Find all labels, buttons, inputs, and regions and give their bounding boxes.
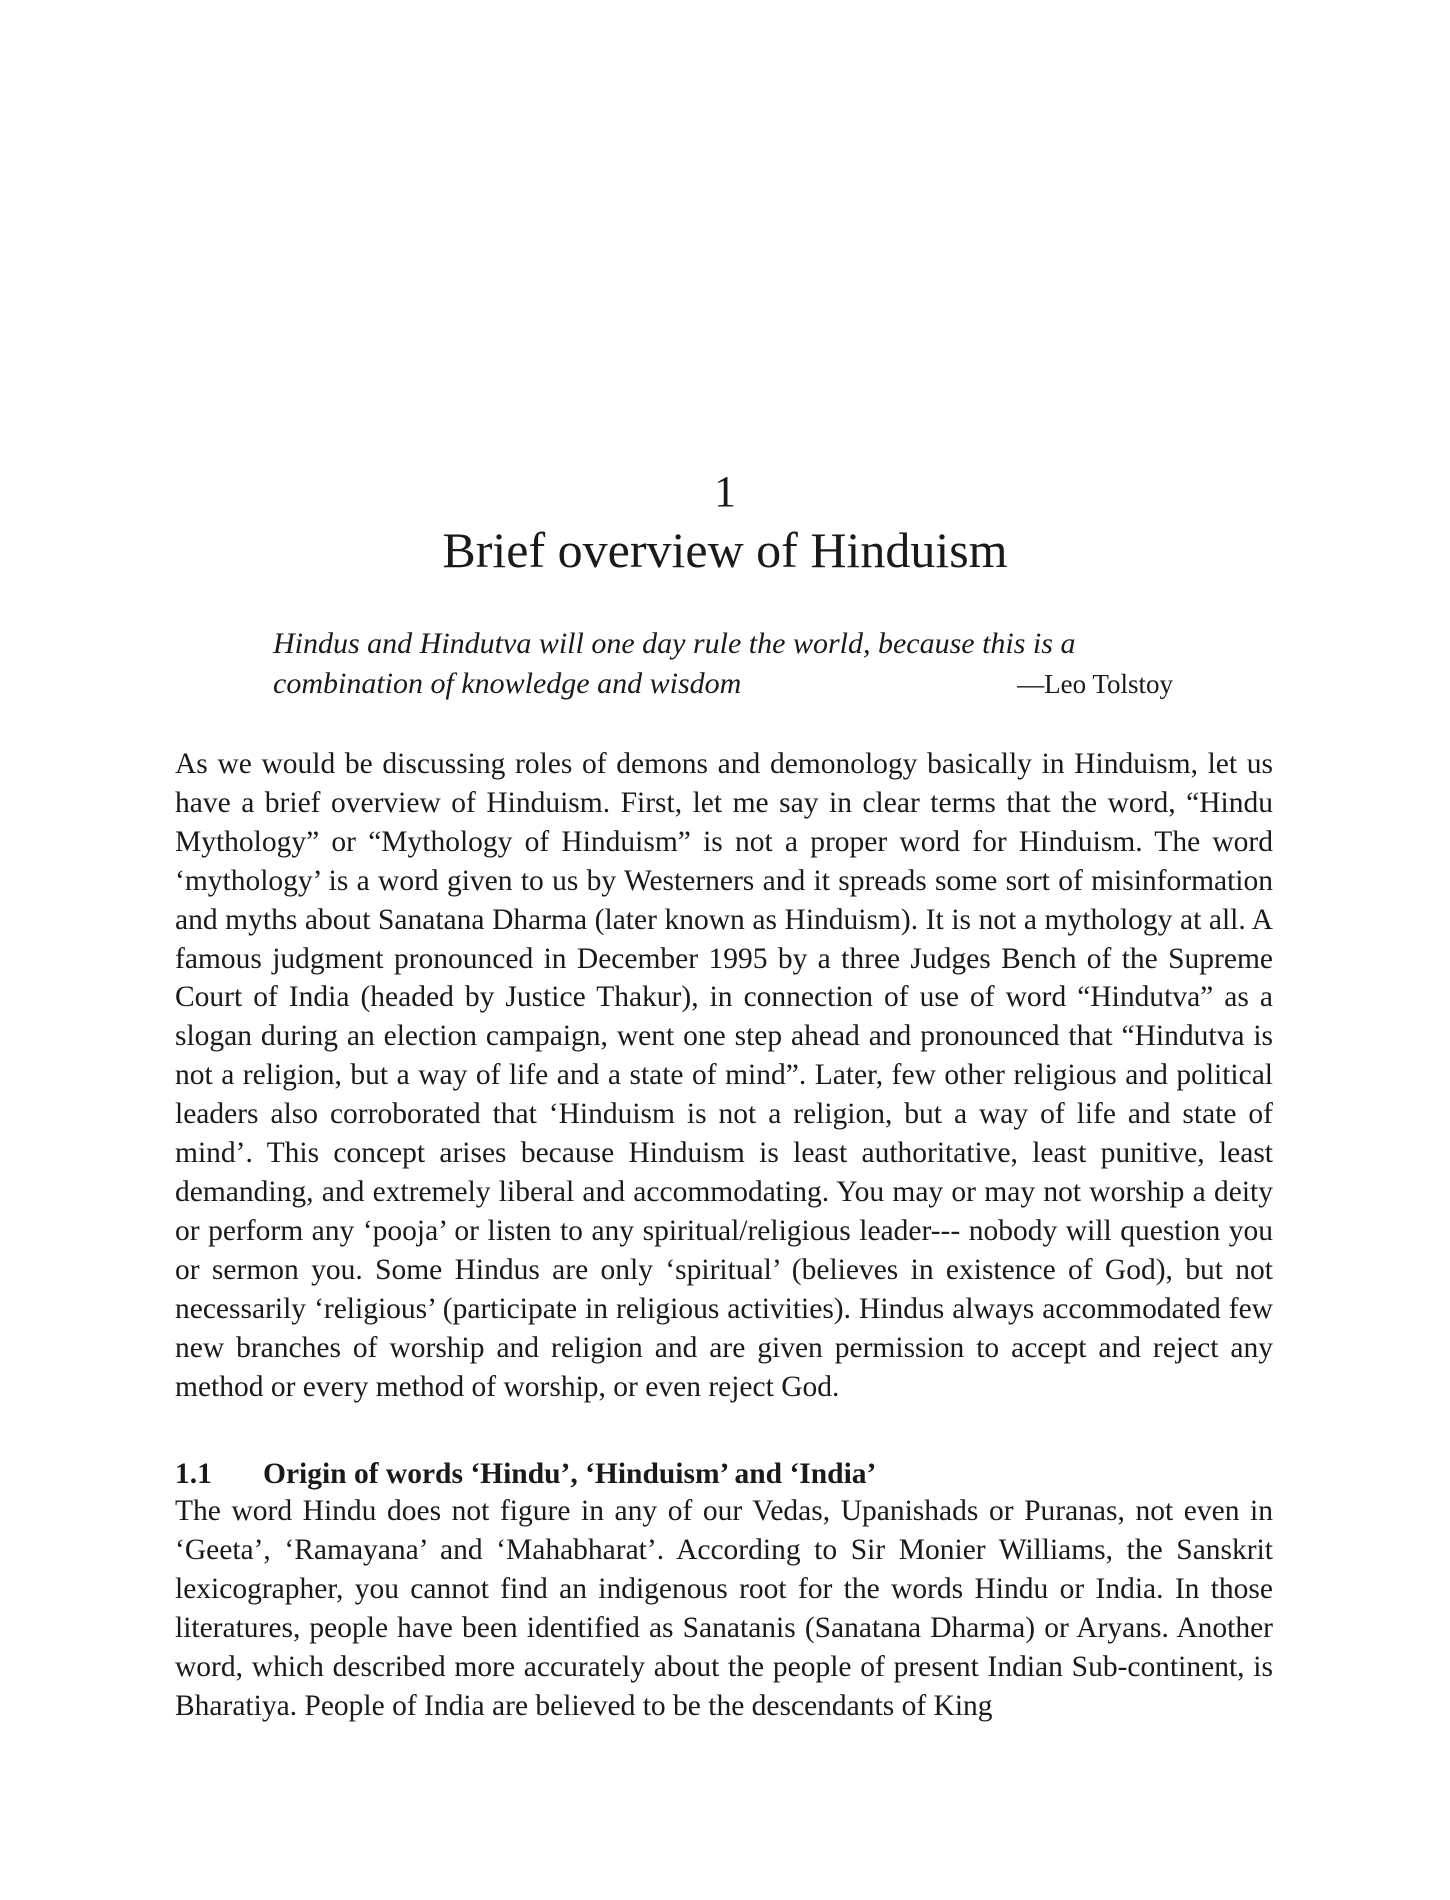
section-heading	[175, 1454, 1273, 1494]
epigraph-line-2: combination of knowledge and wisdom	[273, 667, 742, 700]
epigraph	[273, 624, 1173, 704]
epigraph-author: —Leo Tolstoy	[1017, 669, 1173, 699]
chapter-number: 1	[714, 467, 736, 516]
chapter-title: Brief overview of Hinduism	[442, 522, 1008, 578]
section-title: Origin of words ‘Hindu’, ‘Hinduism’ and ‘India’	[263, 1458, 877, 1490]
origin-paragraph: The word Hindu does not figure in any of our Vedas, Upanishads or Puranas, not even in ‘Geeta’, ‘Ramayana’ and ‘Mahabharat’. According to Sir Monier Williams, the Sanskrit lexicographer, you cannot find an indigenous root for the words Hindu or India. In those literatures, people have been identified as Sanatanis (Sanatana Dharma) or Aryans. Another word, which described more accurately about the people of present Indian Sub-continent, is Bharatiya. People of India are believed to be the descendants of King	[175, 1495, 1273, 1722]
epigraph-line-1: Hindus and Hindutva will one day rule the world, because this is a	[273, 627, 1076, 660]
section-number: 1.1	[175, 1458, 212, 1490]
intro-paragraph: As we would be discussing roles of demons and demonology basically in Hinduism, let us have a brief overview of Hinduism. First, let me say in clear terms that the word, “Hindu Mythology” or “Mythology of Hinduism” is not a proper word for Hinduism. The word ‘mythology’ is a word given to us by Westerners and it spreads some sort of misinformation and myths about Sanatana Dharma (later known as Hinduism). It is not a mythology at all. A famous judgment pronounced in December 1995 by a three Judges Bench of the Supreme Court of India (headed by Justice Thakur), in connection of use of word “Hindutva” as a slogan during an election campaign, went one step ahead and pronounced that “Hindutva is not a religion, but a way of life and a state of mind”. Later, few other religious and political leaders also corroborated that ‘Hinduism is not a religion, but a way of life and state of mind’. This concept arises because Hinduism is least authoritative, least punitive, least demanding, and extremely liberal and accommodating. You may or may not worship a deity or perform any ‘pooja’ or listen to any spiritual/religious leader--- nobody will question you or sermon you. Some Hindus are only ‘spiritual’ (believes in existence of God), but not necessarily ‘religious’ (participate in religious activities). Hindus always accommodated few new branches of worship and religion and are given permission to accept and reject any method or every method of worship, or even reject God.	[175, 748, 1273, 1403]
